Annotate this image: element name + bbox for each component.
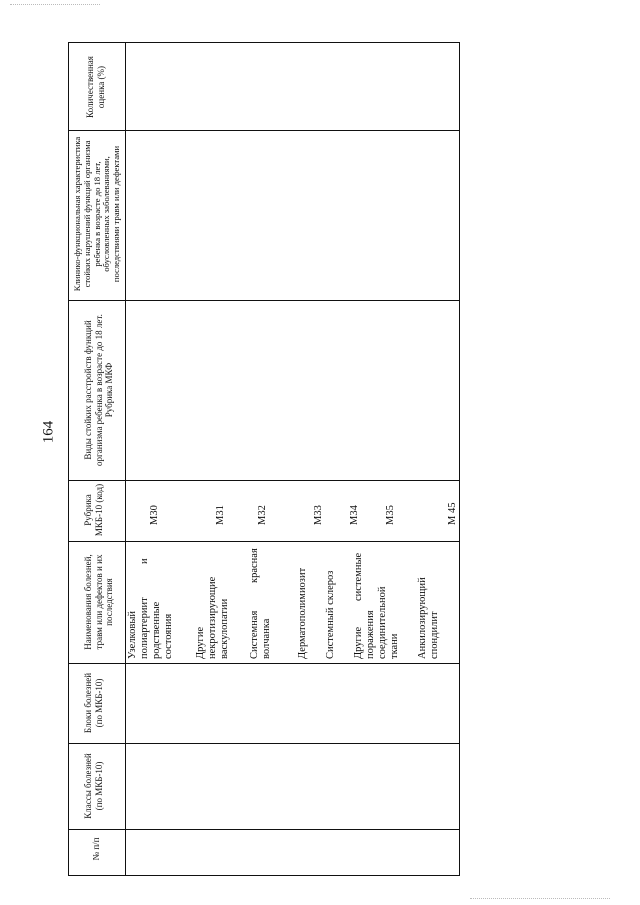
disease-name-line: полиартериит: [139, 597, 150, 659]
disease-name-line: и: [139, 558, 150, 564]
row-divider: [69, 130, 459, 131]
row-divider: [69, 541, 459, 542]
row-divider: [69, 300, 459, 301]
disease-name-line: красная: [249, 548, 260, 583]
scan-artifact: [470, 898, 610, 899]
scan-artifact: [10, 4, 100, 5]
row-divider: [69, 829, 459, 830]
header-characteristics: Клинико-функциональная характеристика стойких нарушений функций организма ребенка в возрасте до 18 лет, обусловленных заболеваниями, последствиями травм или дефектами: [72, 136, 122, 292]
disease-name-line: некротизирующие: [207, 576, 218, 659]
disease-name-line: Узелковый: [127, 610, 138, 659]
disease-name-line: соединительной: [377, 586, 388, 659]
disease-name-line: Системная: [249, 610, 260, 659]
header-classes: Классы болезней (по МКБ-10): [83, 753, 104, 819]
header-number: № п/п: [91, 837, 101, 861]
row-divider: [69, 480, 459, 481]
icd-code: М35: [385, 505, 396, 525]
row-divider: [69, 663, 459, 664]
icd-code: М31: [215, 505, 226, 525]
column-divider: [125, 43, 126, 875]
disease-name-line: системные: [353, 552, 364, 601]
row-divider: [69, 743, 459, 744]
disease-name-line: васкулопатии: [219, 598, 230, 659]
disease-name-line: состояния: [163, 613, 174, 659]
disease-name-line: спондилит: [429, 611, 440, 659]
icd-code: М32: [257, 505, 268, 525]
icd-code: М 45: [447, 502, 458, 525]
disease-name-line: Другие: [195, 626, 206, 659]
disease-name-line: Другие: [353, 626, 364, 659]
icd-code: М30: [149, 505, 160, 525]
disease-name-line: родственные: [151, 601, 162, 659]
header-blocks: Блоки болезней (по МКБ-10): [83, 672, 104, 734]
disease-name-line: Дерматополимиозит: [297, 567, 308, 659]
disease-name-line: Системный склероз: [325, 570, 336, 659]
disease-name-line: ткани: [389, 633, 400, 659]
disease-name-line: волчанка: [261, 618, 272, 659]
header-types: Виды стойких расстройств функций организма ребенка в возрасте до 18 лет. Рубрика МКФ: [83, 314, 114, 466]
page-number: 164: [40, 420, 57, 444]
classification-table: [68, 42, 460, 876]
disease-name-line: Анкилозирующий: [417, 577, 428, 659]
header-score: Количественная оценка (%): [85, 56, 106, 118]
icd-code: М34: [349, 505, 360, 525]
header-names: Наименования болезней, травм или дефектов и их последствия: [83, 554, 114, 650]
icd-code: М33: [313, 505, 324, 525]
disease-name-line: поражения: [365, 610, 376, 659]
header-rubric: Рубрика МКБ-10 (код): [83, 483, 104, 537]
